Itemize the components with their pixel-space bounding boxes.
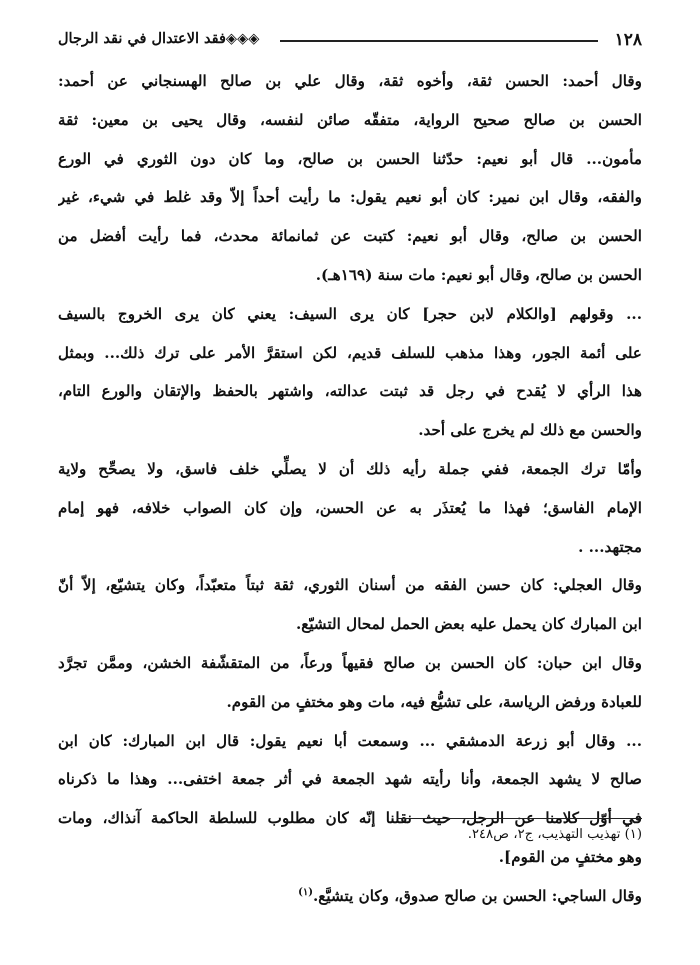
line-text: والفقه، وقال ابن نمير: كان أبو نعيم يقول: ما رأيت أحداً إلاّ وقد غلط في شيء، غير: [58, 188, 642, 207]
line-text: صالح لا يشهد الجمعة، وأنا رأيته شهد الجمعة في أثر جمعة اختفى... وهذا ما ذكرناه: [58, 770, 642, 789]
text-line: [58, 528, 642, 567]
line-text: في أوّل كلامنا عن الرجل، حيث نقلنا إنّه كان مطلوب للسلطة الحاكمة آنذاك، ومات: [58, 809, 642, 828]
footnote-reference: (١): [298, 886, 313, 898]
text-line: [58, 489, 642, 528]
line-text: ابن المبارك كان يحمل عليه بعض الحمل لمحال التشيّع.: [295, 615, 642, 634]
text-line: [58, 372, 642, 411]
line-text: الحسن بن صالح، وقال أبو نعيم: مات سنة (١٦٩هـ).: [315, 265, 642, 284]
text-line: [58, 140, 642, 179]
text-line: [58, 566, 642, 605]
line-text: وقال أحمد: الحسن ثقة، وأخوه ثقة، وقال علي بن صالح الهسنجاني عن أحمد:: [58, 72, 642, 90]
text-line: [58, 295, 642, 334]
running-header: [58, 28, 642, 54]
line-text: وقال العجلي: كان حسن الفقه من أسنان الثوري، ثقة ثبتاً متعبّداً، وكان يتشيّع، إلاّ أنّ: [58, 576, 642, 595]
line-text: مجتهد... .: [578, 537, 642, 556]
text-line: [58, 256, 642, 295]
line-text: والحسن مع ذلك لم يخرج على أحد.: [418, 421, 642, 440]
text-line: [58, 450, 642, 489]
line-text: هذا الرأي لا يُقدح في رجل قد ثبتت عدالته، واشتهر بالحفظ والإتقان والورع التام،: [58, 382, 642, 401]
line-text: ... وقولهم [والكلام لابن حجر] كان يرى السيف: يعني كان يرى الخروج بالسيف: [58, 304, 642, 323]
text-line: [58, 62, 642, 101]
body-text: [58, 62, 642, 916]
running-title: ◈◈◈فقد الاعتدال في نقد الرجال: [58, 30, 260, 47]
line-text: الحسن بن صالح صحيح الرواية، متفقّه صائن لنفسه، وقال يحيى بن معين: ثقة: [58, 110, 642, 129]
text-line: [58, 178, 642, 217]
text-line: [58, 334, 642, 373]
page-number: ١٢٨: [614, 30, 642, 50]
footnote-separator: [397, 818, 642, 819]
text-line: [58, 722, 642, 761]
line-text: وقال ابن حبان: كان الحسن بن صالح فقيهاً ورعاً، من المتقشّفة الخشن، وممَّن تجرَّد: [58, 653, 642, 672]
line-text: مأمون... قال أبو نعيم: حدّثنا الحسن بن صالح، وما كان دون الثوري في الورع: [58, 149, 642, 168]
line-text: الحسن بن صالح، وقال أبو نعيم: كتبت عن ثمانمائة محدث، فما رأيت أفضل من: [58, 227, 642, 246]
text-line: [58, 217, 642, 256]
text-line: [58, 644, 642, 683]
header-rule: [280, 40, 598, 42]
line-text: على أئمة الجور، وهذا مذهب للسلف قديم، لكن استقرَّ الأمر على ترك ذلك... وبمثل: [58, 343, 642, 362]
text-line: [58, 605, 642, 644]
line-text: وقال الساجي: الحسن بن صالح صدوق، وكان يتشيَّع.: [313, 886, 642, 905]
text-line: [58, 683, 642, 722]
footnote: (١) تهذيب التهذيب، ج٢، ص٢٤٨.: [467, 827, 642, 842]
line-text: للعبادة ورفض الرياسة، على تشيُّع فيه، مات وهو مختفٍ من القوم.: [226, 692, 642, 711]
line-text: الإمام الفاسق؛ فهذا ما يُعتذَر به عن الحسن، وإن كان الصواب خلافه، فهو إمام: [58, 498, 642, 517]
text-line: [58, 838, 642, 877]
text-line: [58, 877, 642, 916]
line-text: ... وقال أبو زرعة الدمشقي ... وسمعت أبا نعيم يقول: قال ابن المبارك: كان ابن: [58, 731, 642, 750]
text-line: [58, 101, 642, 140]
line-text: وأمّا ترك الجمعة، ففي جملة رأيه ذلك أن لا يصلِّي خلف فاسق، ولا يصحِّح ولاية: [58, 459, 642, 478]
text-line: [58, 760, 642, 799]
text-line: [58, 411, 642, 450]
line-text: وهو مختفٍ من القوم].: [498, 847, 642, 866]
